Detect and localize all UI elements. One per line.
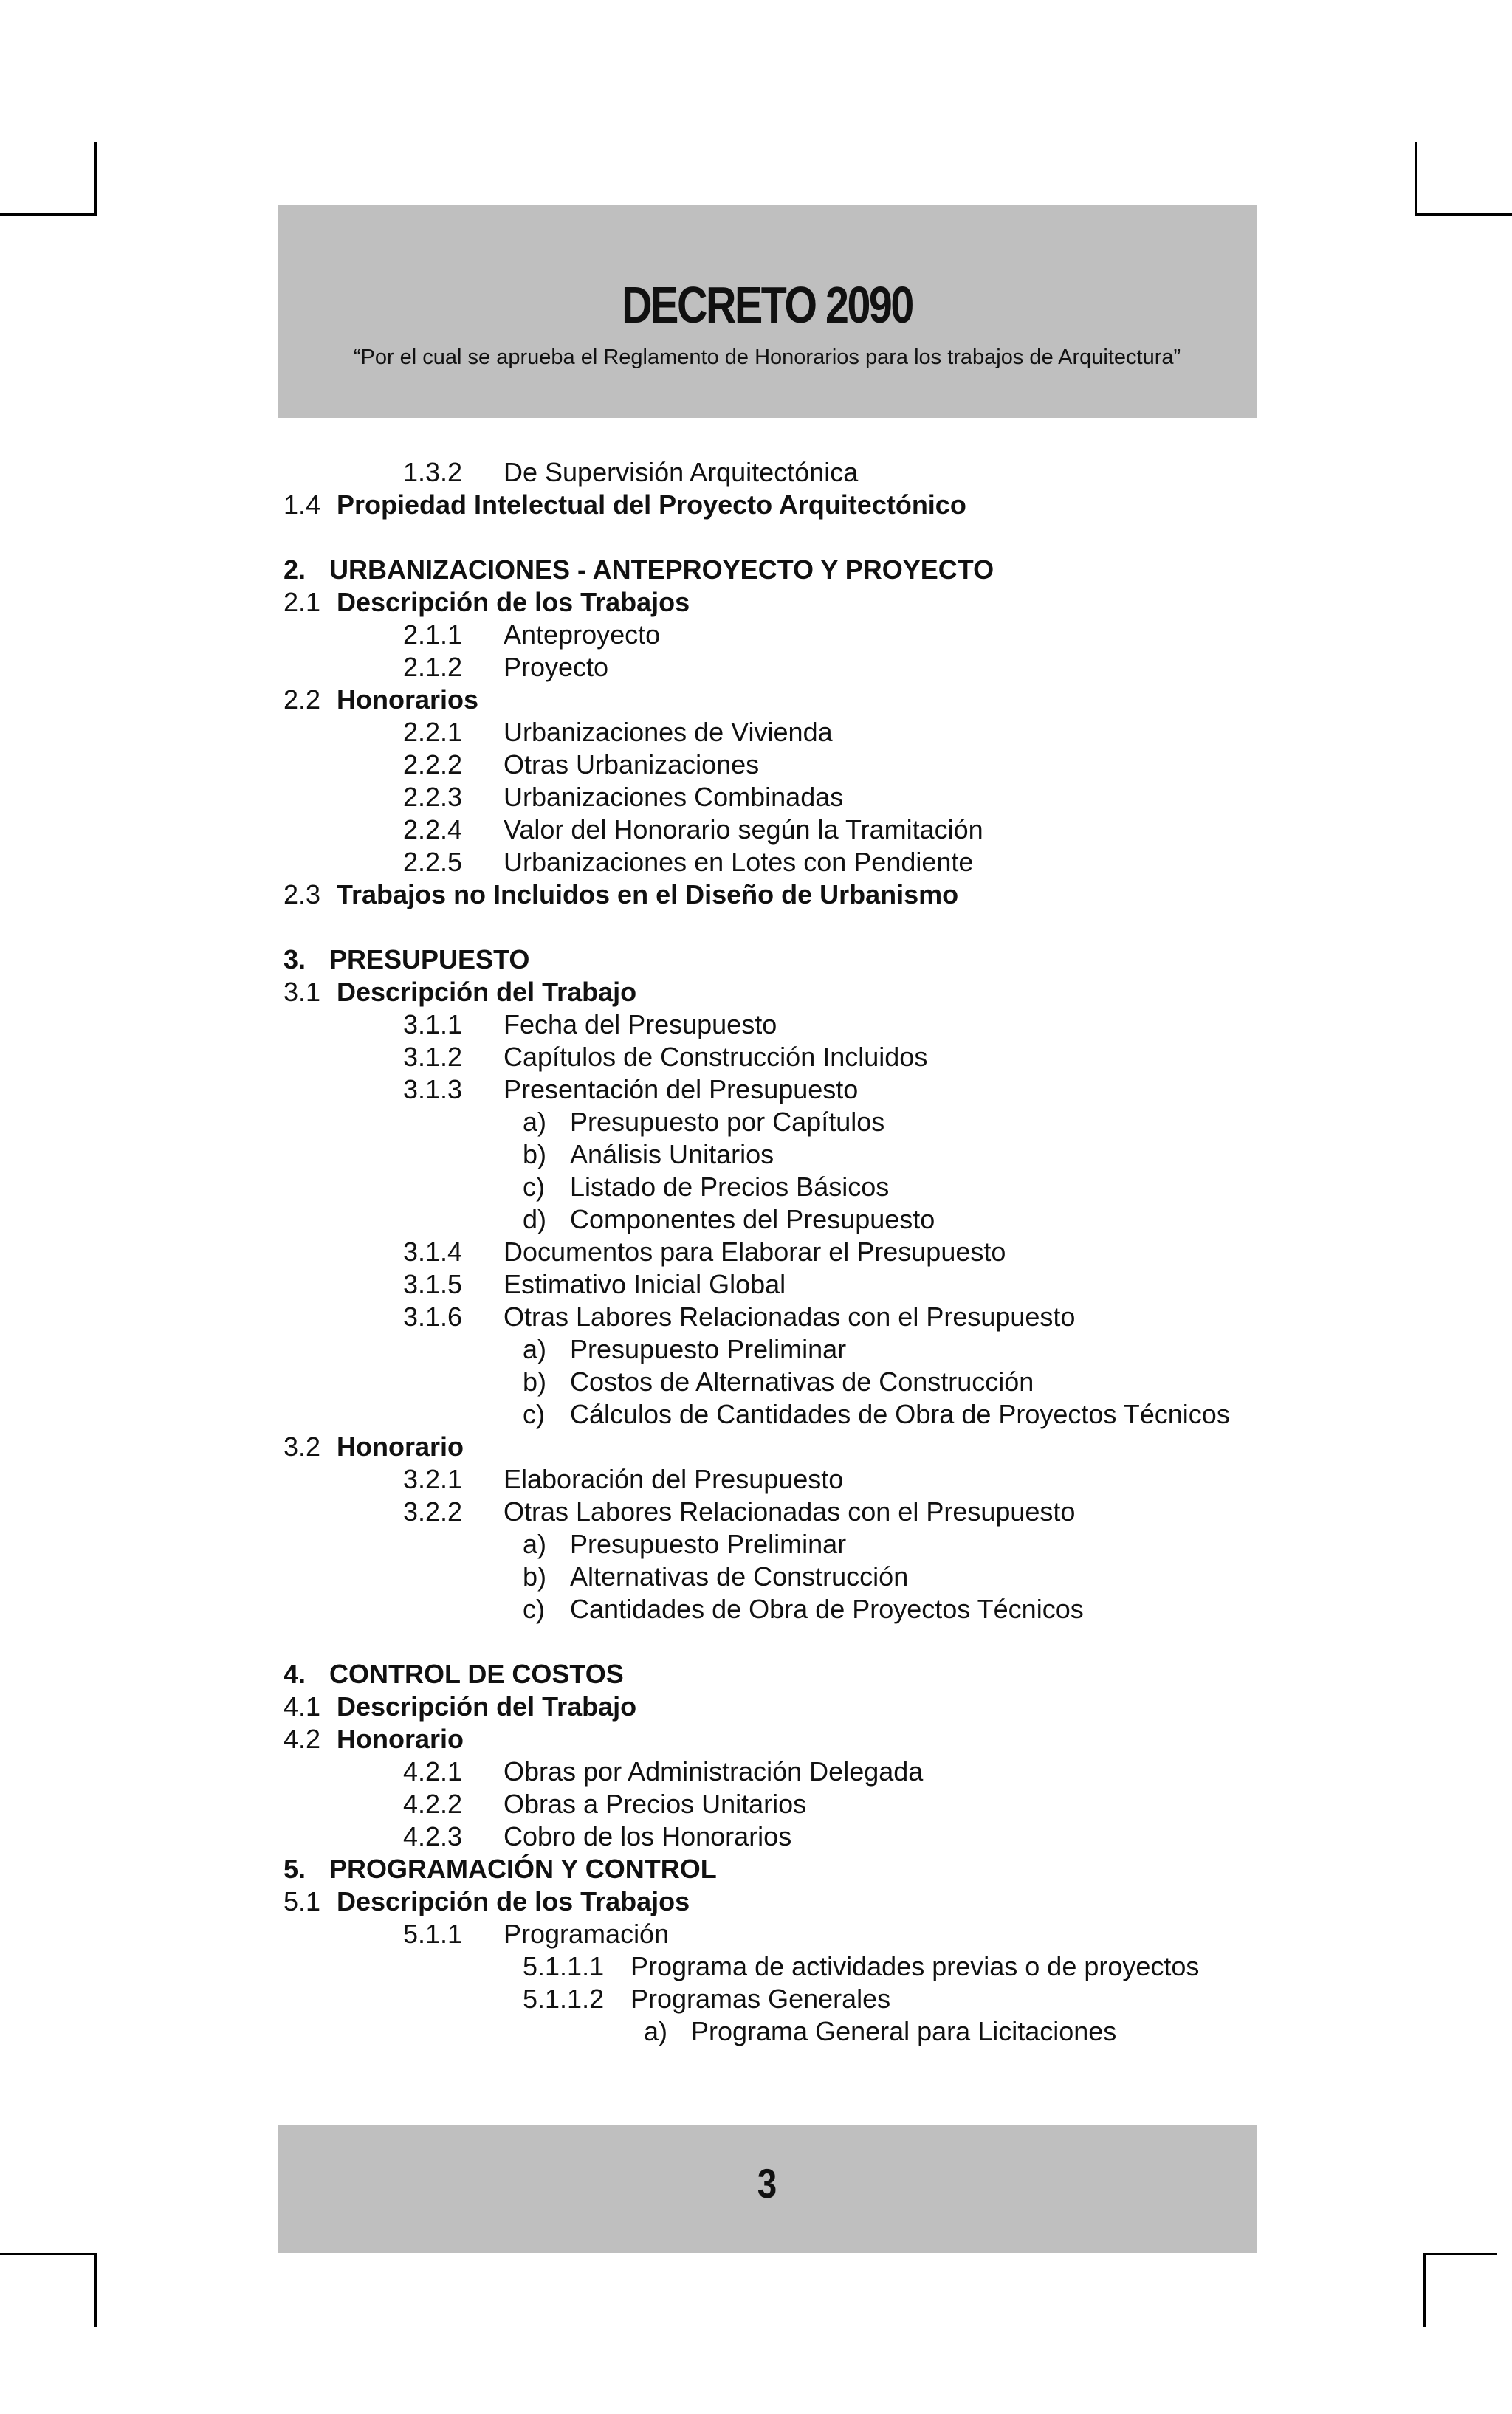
toc-entry-number: c) — [523, 1399, 545, 1429]
toc-entry-title: Anteproyecto — [504, 619, 661, 650]
toc-entry — [0, 1041, 1512, 1073]
section-spacer — [0, 521, 1512, 554]
toc-entry-number: a) — [644, 2016, 668, 2046]
toc-entry-number: 2.2.1 — [403, 717, 463, 747]
toc-entry — [0, 1496, 1512, 1528]
toc-entry-title: Valor del Honorario según la Tramitación — [504, 814, 983, 845]
toc-entry-number: 5.1.1.2 — [523, 1984, 605, 2014]
toc-entry-title: CONTROL DE COSTOS — [329, 1659, 624, 1689]
toc-entry — [0, 749, 1512, 781]
toc-entry-title: Documentos para Elaborar el Presupuesto — [504, 1237, 1006, 1267]
toc-entry-number: 3.1.2 — [403, 1042, 463, 1072]
toc-entry-number: 4.2.3 — [403, 1821, 463, 1851]
toc-entry-title: Otras Urbanizaciones — [504, 749, 760, 780]
toc-entry — [0, 1528, 1512, 1561]
toc-entry — [0, 1333, 1512, 1366]
toc-entry-title: Listado de Precios Básicos — [570, 1172, 890, 1202]
toc-entry — [0, 1236, 1512, 1268]
toc-entry-number: 1.4 — [284, 489, 321, 520]
toc-entry — [0, 684, 1512, 716]
toc-entry — [0, 1723, 1512, 1756]
toc-entry-title: Análisis Unitarios — [570, 1139, 774, 1169]
toc-entry-number: 3.1 — [284, 977, 321, 1007]
toc-entry-number: c) — [523, 1172, 545, 1202]
toc-entry-number: 2.1 — [284, 587, 321, 617]
toc-entry — [0, 1853, 1512, 1885]
toc-entry-title: Descripción de los Trabajos — [337, 587, 690, 617]
toc-entry — [0, 586, 1512, 619]
toc-entry — [0, 1820, 1512, 1853]
toc-entry-title: Presupuesto Preliminar — [570, 1334, 847, 1364]
toc-entry-title: Urbanizaciones en Lotes con Pendiente — [504, 847, 974, 877]
toc-entry — [0, 781, 1512, 814]
toc-entry-number: 2.1.1 — [403, 619, 463, 650]
toc-entry — [0, 1431, 1512, 1463]
toc-entry-title: Programa de actividades previas o de proyectos — [630, 1951, 1200, 1981]
toc-entry-number: 3.2.1 — [403, 1464, 463, 1494]
crop-mark-bottom-right-vertical — [1423, 2253, 1426, 2327]
toc-entry-title: Otras Labores Relacionadas con el Presupuesto — [504, 1301, 1076, 1332]
toc-entry-title: Cálculos de Cantidades de Obra de Proyectos Técnicos — [570, 1399, 1230, 1429]
toc-entry-number: 3.1.1 — [403, 1009, 463, 1039]
toc-entry-title: Presupuesto Preliminar — [570, 1529, 847, 1559]
toc-entry-number: 4. — [284, 1659, 306, 1689]
toc-entry-title: Programación — [504, 1919, 670, 1949]
toc-entry-number: a) — [523, 1529, 547, 1559]
toc-entry — [0, 651, 1512, 684]
toc-entry — [0, 1203, 1512, 1236]
toc-entry — [0, 814, 1512, 846]
toc-entry — [0, 554, 1512, 586]
toc-entry-number: 2.2.3 — [403, 782, 463, 812]
toc-entry-title: De Supervisión Arquitectónica — [504, 457, 859, 487]
toc-entry-number: 4.1 — [284, 1691, 321, 1722]
toc-entry-number: 5.1 — [284, 1886, 321, 1916]
toc-entry-number: b) — [523, 1366, 547, 1397]
document-title: DECRETO 2090 — [622, 276, 913, 334]
toc-entry-number: 5. — [284, 1854, 306, 1884]
toc-entry-title: Honorario — [337, 1431, 464, 1462]
document-subtitle: “Por el cual se aprueba el Reglamento de Honorarios para los trabajos de Arquitectura” — [353, 345, 1181, 369]
toc-entry-number: 3. — [284, 944, 306, 974]
toc-entry-number: 3.2 — [284, 1431, 321, 1462]
toc-entry-number: 3.2.2 — [403, 1496, 463, 1527]
crop-mark-top-left-horizontal — [0, 213, 96, 216]
crop-mark-top-right-horizontal — [1415, 213, 1512, 216]
toc-entry-title: Trabajos no Incluidos en el Diseño de Urbanismo — [337, 879, 959, 909]
toc-entry — [0, 1756, 1512, 1788]
toc-entry-title: Programas Generales — [630, 1984, 891, 2014]
toc-entry-title: Presentación del Presupuesto — [504, 1074, 859, 1104]
toc-entry — [0, 1885, 1512, 1918]
toc-entry-number: 2.2.5 — [403, 847, 463, 877]
toc-entry — [0, 456, 1512, 489]
toc-entry-number: 2.2.2 — [403, 749, 463, 780]
toc-entry-number: 2.2 — [284, 684, 321, 715]
toc-entry-title: Honorario — [337, 1724, 464, 1754]
toc-entry — [0, 1008, 1512, 1041]
section-spacer — [0, 1626, 1512, 1658]
toc-entry — [0, 1593, 1512, 1626]
toc-entry-title: Cobro de los Honorarios — [504, 1821, 792, 1851]
toc-entry-title: Propiedad Intelectual del Proyecto Arquitectónico — [337, 489, 966, 520]
toc-entry-title: Urbanizaciones Combinadas — [504, 782, 844, 812]
toc-entry-number: 3.1.3 — [403, 1074, 463, 1104]
toc-entry-title: PROGRAMACIÓN Y CONTROL — [329, 1854, 717, 1884]
toc-entry — [0, 1788, 1512, 1820]
toc-entry-number: 4.2.1 — [403, 1756, 463, 1787]
toc-entry — [0, 619, 1512, 651]
toc-entry-title: Proyecto — [504, 652, 609, 682]
crop-mark-bottom-right-horizontal — [1423, 2253, 1497, 2255]
toc-entry-number: 2. — [284, 554, 306, 585]
toc-entry-title: URBANIZACIONES - ANTEPROYECTO Y PROYECTO — [329, 554, 994, 585]
toc-entry — [0, 1268, 1512, 1301]
toc-entry — [0, 2015, 1512, 2048]
toc-entry-number: a) — [523, 1107, 547, 1137]
toc-entry-number: 5.1.1 — [403, 1919, 463, 1949]
toc-entry-title: Otras Labores Relacionadas con el Presupuesto — [504, 1496, 1076, 1527]
toc-entry-title: Obras por Administración Delegada — [504, 1756, 924, 1787]
toc-entry — [0, 1691, 1512, 1723]
toc-entry — [0, 976, 1512, 1008]
page-header — [278, 205, 1257, 418]
toc-entry-title: Descripción del Trabajo — [337, 977, 637, 1007]
section-spacer — [0, 911, 1512, 943]
crop-mark-top-right-vertical — [1415, 142, 1417, 216]
toc-entry-title: Capítulos de Construcción Incluidos — [504, 1042, 928, 1072]
toc-entry-title: Descripción del Trabajo — [337, 1691, 637, 1722]
toc-entry-number: 3.1.6 — [403, 1301, 463, 1332]
table-of-contents — [0, 456, 1512, 2048]
toc-entry — [0, 716, 1512, 749]
toc-entry — [0, 943, 1512, 976]
toc-entry — [0, 1398, 1512, 1431]
toc-entry — [0, 1658, 1512, 1691]
toc-entry-title: Urbanizaciones de Vivienda — [504, 717, 833, 747]
toc-entry — [0, 1106, 1512, 1138]
toc-entry-title: Honorarios — [337, 684, 479, 715]
toc-entry — [0, 1950, 1512, 1983]
toc-entry — [0, 1138, 1512, 1171]
toc-entry-number: 3.1.5 — [403, 1269, 463, 1299]
toc-entry-title: PRESUPUESTO — [329, 944, 530, 974]
toc-entry-number: d) — [523, 1204, 547, 1234]
crop-mark-top-left-vertical — [94, 142, 97, 216]
toc-entry-title: Obras a Precios Unitarios — [504, 1789, 807, 1819]
toc-entry-title: Costos de Alternativas de Construcción — [570, 1366, 1034, 1397]
toc-entry-number: 5.1.1.1 — [523, 1951, 605, 1981]
toc-entry-title: Descripción de los Trabajos — [337, 1886, 690, 1916]
crop-mark-bottom-left-horizontal — [0, 2253, 96, 2255]
toc-entry-number: 2.1.2 — [403, 652, 463, 682]
toc-entry — [0, 1301, 1512, 1333]
toc-entry-title: Fecha del Presupuesto — [504, 1009, 777, 1039]
toc-entry-number: 3.1.4 — [403, 1237, 463, 1267]
toc-entry — [0, 1561, 1512, 1593]
toc-entry-title: Programa General para Licitaciones — [691, 2016, 1117, 2046]
toc-entry — [0, 1073, 1512, 1106]
page-number: 3 — [757, 2160, 777, 2207]
toc-entry — [0, 489, 1512, 521]
toc-entry-title: Estimativo Inicial Global — [504, 1269, 786, 1299]
toc-entry-title: Presupuesto por Capítulos — [570, 1107, 885, 1137]
toc-entry-number: 4.2.2 — [403, 1789, 463, 1819]
crop-mark-bottom-left-vertical — [94, 2253, 97, 2327]
toc-entry-number: b) — [523, 1561, 547, 1592]
toc-entry-title: Cantidades de Obra de Proyectos Técnicos — [570, 1594, 1084, 1624]
toc-entry — [0, 1463, 1512, 1496]
page-footer — [278, 2125, 1257, 2253]
toc-entry-number: a) — [523, 1334, 547, 1364]
toc-entry-number: 2.2.4 — [403, 814, 463, 845]
toc-entry — [0, 1171, 1512, 1203]
toc-entry — [0, 1983, 1512, 2015]
toc-entry-number: 4.2 — [284, 1724, 321, 1754]
toc-entry — [0, 1918, 1512, 1950]
toc-entry — [0, 846, 1512, 878]
toc-entry — [0, 1366, 1512, 1398]
toc-entry — [0, 878, 1512, 911]
toc-entry-title: Alternativas de Construcción — [570, 1561, 909, 1592]
toc-entry-title: Componentes del Presupuesto — [570, 1204, 935, 1234]
toc-entry-title: Elaboración del Presupuesto — [504, 1464, 844, 1494]
toc-entry-number: 1.3.2 — [403, 457, 463, 487]
toc-entry-number: 2.3 — [284, 879, 321, 909]
toc-entry-number: b) — [523, 1139, 547, 1169]
toc-entry-number: c) — [523, 1594, 545, 1624]
